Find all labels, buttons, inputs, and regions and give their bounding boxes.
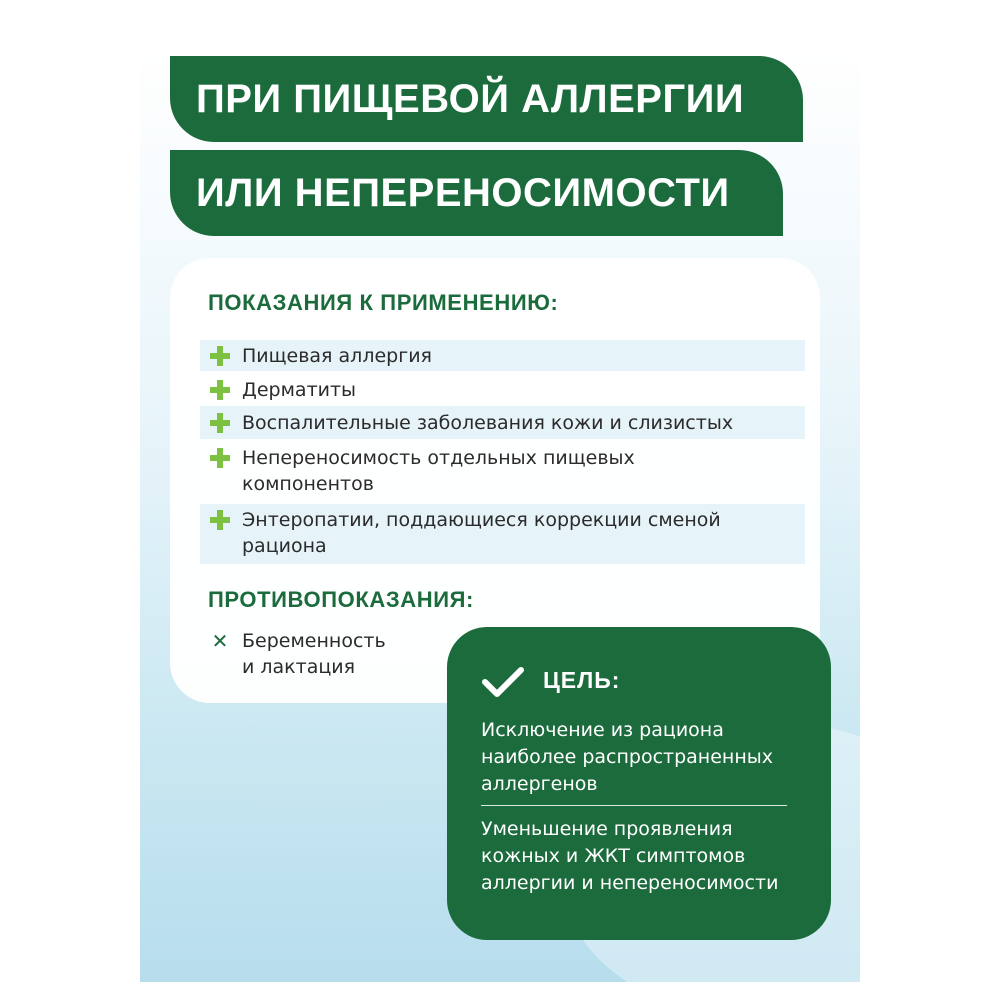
- plus-icon: [208, 411, 232, 435]
- indication-text-cont: компонентов: [242, 473, 374, 495]
- indication-item: [200, 406, 805, 439]
- checkmark-icon: [481, 665, 525, 699]
- indication-text: Дерматиты: [242, 379, 357, 401]
- goal-text-1-line: аллергенов: [481, 773, 598, 795]
- goal-text-1: [481, 717, 773, 798]
- indication-text-cont: рациона: [242, 535, 327, 557]
- goal-text-2: [481, 816, 778, 897]
- goal-divider: [481, 805, 787, 806]
- contraindication-text-cont: и лактация: [242, 656, 356, 678]
- title-line1: ПРИ ПИЩЕВОЙ АЛЛЕРГИИ: [196, 76, 745, 121]
- indication-text: Энтеропатии, поддающиеся коррекции сменой: [242, 509, 721, 531]
- contraindication-item: [200, 628, 440, 680]
- title-line2: ИЛИ НЕПЕРЕНОСИМОСТИ: [196, 170, 730, 215]
- indication-item: [200, 340, 805, 371]
- goal-text-1-line: Исключение из рациона: [481, 719, 724, 741]
- goal-box: [447, 627, 831, 940]
- plus-icon: [208, 378, 232, 402]
- indication-text: Воспалительные заболевания кожи и слизистых: [242, 412, 734, 434]
- title-banner-line2: [170, 150, 783, 236]
- indication-text: Непереносимость отдельных пищевых: [242, 447, 635, 469]
- plus-icon: [208, 508, 232, 532]
- goal-text-2-line: Уменьшение проявления: [481, 818, 733, 840]
- goal-title: ЦЕЛЬ:: [543, 667, 621, 693]
- plus-icon: [208, 446, 232, 470]
- indications-heading: ПОКАЗАНИЯ К ПРИМЕНЕНИЮ:: [208, 290, 559, 315]
- indication-item: [200, 504, 805, 564]
- indication-item: [200, 374, 805, 405]
- cross-icon: ✕: [211, 629, 229, 653]
- title-banner-line1: [170, 56, 803, 142]
- contraindications-heading: ПРОТИВОПОКАЗАНИЯ:: [208, 587, 474, 612]
- indication-text: Пищевая аллергия: [242, 345, 432, 367]
- goal-text-2-line: кожных и ЖКТ симптомов: [481, 845, 746, 867]
- plus-icon: [208, 344, 232, 368]
- goal-text-1-line: наиболее распространенных: [481, 746, 773, 768]
- indication-item: [200, 444, 805, 500]
- contraindication-text: Беременность: [242, 630, 386, 652]
- goal-text-2-line: аллергии и непереносимости: [481, 872, 779, 894]
